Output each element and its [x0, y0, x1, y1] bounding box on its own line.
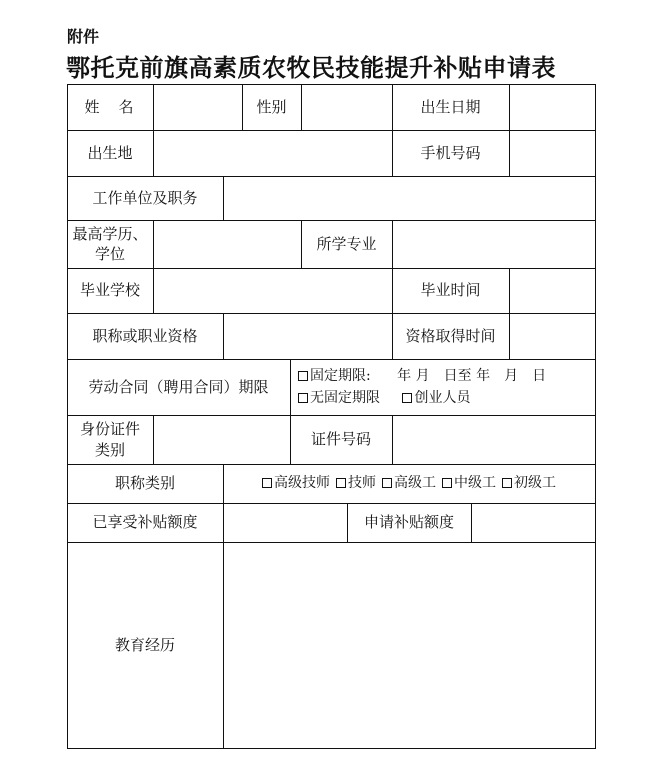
title-option-checkbox[interactable] — [262, 478, 272, 488]
title-option-label: 初级工 — [514, 475, 556, 492]
graduation-time-label: 毕业时间 — [420, 281, 481, 300]
title-qualification-label: 职称或职业资格 — [92, 326, 198, 345]
id-number-field[interactable] — [392, 415, 595, 464]
education-history-label: 教育经历 — [114, 635, 175, 654]
education-label — [67, 220, 153, 268]
phone-label: 手机号码 — [420, 143, 481, 162]
apply-subsidy-field[interactable] — [471, 503, 595, 542]
attachment-label: 附件 — [67, 27, 100, 46]
title-option-checkbox[interactable] — [442, 478, 452, 488]
school-label: 毕业学校 — [79, 281, 140, 300]
school-field[interactable] — [153, 268, 392, 313]
received-subsidy-label: 已享受补贴额度 — [92, 513, 198, 532]
birthplace-label: 出生地 — [87, 143, 133, 162]
title-option-label: 高级工 — [394, 475, 436, 492]
title-option-checkbox[interactable] — [336, 478, 346, 488]
contract-entrepreneur-label: 创业人员 — [414, 389, 471, 406]
education-label-line1: 最高学历、 — [72, 224, 148, 243]
id-type-label — [67, 415, 153, 464]
gender-field[interactable] — [301, 84, 392, 130]
graduation-time-field[interactable] — [509, 268, 595, 313]
birthplace-field[interactable] — [153, 130, 392, 176]
major-field[interactable] — [392, 220, 595, 268]
form-title: 鄂托克前旗高素质农牧民技能提升补贴申请表 — [66, 53, 556, 82]
name-label: 姓 名 — [84, 97, 136, 116]
birth-date-label: 出生日期 — [420, 97, 481, 116]
gender-label: 性别 — [256, 97, 287, 116]
name-field[interactable] — [153, 84, 242, 130]
title-qualification-field[interactable] — [223, 313, 392, 359]
workplace-field[interactable] — [223, 176, 595, 220]
title-option-label: 中级工 — [454, 475, 496, 492]
qualification-time-label: 资格取得时间 — [405, 326, 496, 345]
contract-options — [290, 359, 595, 415]
contract-fixed-label: 固定期限: — [310, 367, 371, 384]
contract-fixed-dates: 年 月 日至 年 月 日 — [397, 367, 547, 384]
id-type-label-line1: 身份证件 — [79, 420, 140, 439]
birth-date-field[interactable] — [509, 84, 595, 130]
contract-label: 劳动合同（聘用合同）期限 — [88, 377, 269, 396]
contract-fixed-checkbox[interactable] — [298, 371, 308, 381]
contract-unfixed-label: 无固定期限 — [310, 389, 380, 406]
title-type-label: 职称类别 — [114, 474, 175, 493]
education-history-field[interactable] — [223, 542, 595, 748]
title-type-options — [223, 464, 595, 503]
id-type-field[interactable] — [153, 415, 290, 464]
education-field[interactable] — [153, 220, 301, 268]
title-option-label: 技师 — [348, 475, 376, 492]
phone-field[interactable] — [509, 130, 595, 176]
title-option-checkbox[interactable] — [382, 478, 392, 488]
title-option-checkbox[interactable] — [502, 478, 512, 488]
contract-unfixed-checkbox[interactable] — [298, 393, 308, 403]
contract-entrepreneur-checkbox[interactable] — [402, 393, 412, 403]
qualification-time-field[interactable] — [509, 313, 595, 359]
major-label: 所学专业 — [316, 234, 377, 253]
education-label-line2: 学位 — [94, 245, 125, 263]
id-number-label: 证件号码 — [310, 430, 371, 449]
apply-subsidy-label: 申请补贴额度 — [363, 513, 454, 532]
id-type-label-line2: 类别 — [94, 440, 125, 459]
title-option-label: 高级技师 — [274, 475, 330, 492]
received-subsidy-field[interactable] — [223, 503, 347, 542]
workplace-label: 工作单位及职务 — [92, 188, 198, 207]
